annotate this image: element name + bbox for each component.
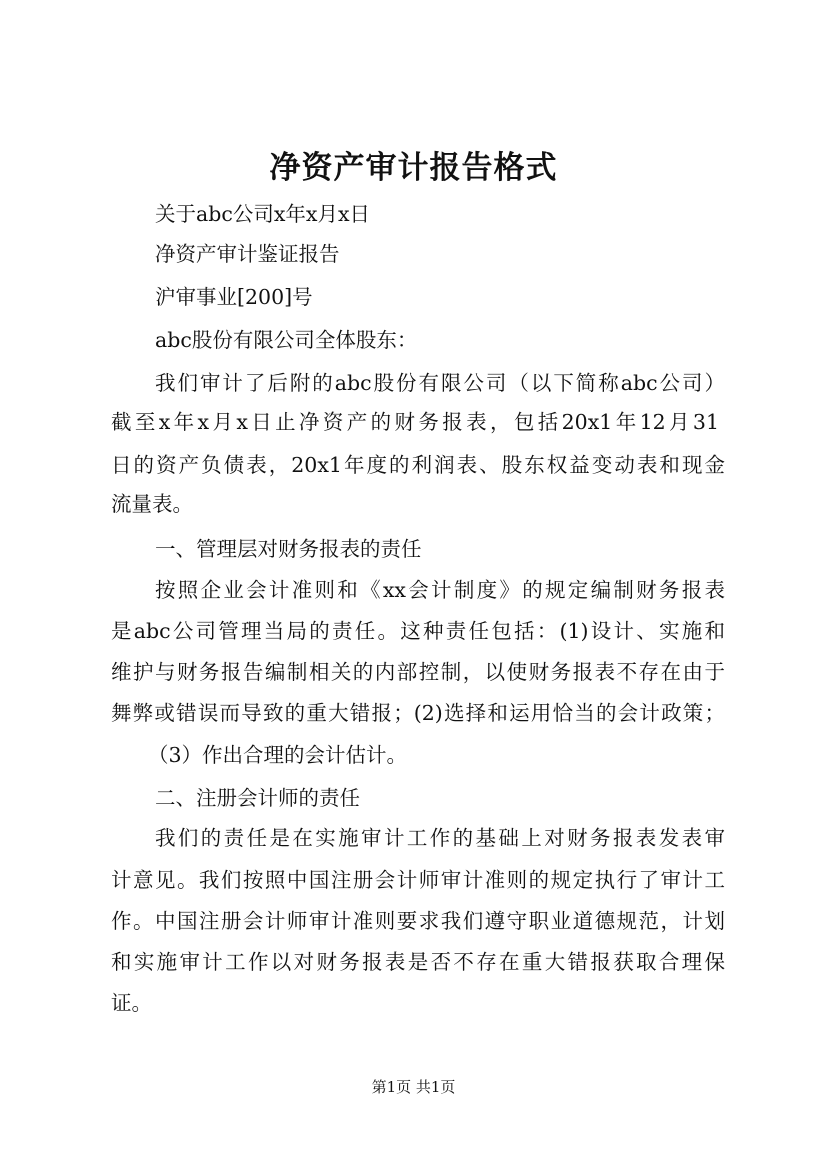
paragraph-2-line-5: （3）作出合理的会计估计。	[148, 743, 408, 767]
paragraph-1-line-1: 我们审计了后附的abc股份有限公司（以下简称abc公司）	[155, 371, 725, 395]
reference-number: 沪审事业[200]号	[155, 285, 313, 309]
paragraph-2-line-1: 按照企业会计准则和《xx会计制度》的规定编制财务报表	[155, 578, 725, 602]
heading-line-2: 净资产审计鉴证报告	[155, 242, 340, 266]
paragraph-3-line-1: 我们的责任是在实施审计工作的基础上对财务报表发表审	[155, 826, 725, 850]
section-heading-1: 一、管理层对财务报表的责任	[155, 537, 422, 561]
paragraph-3-line-4: 和实施审计工作以对财务报表是否不存在重大错报获取合理保	[111, 950, 725, 974]
paragraph-2-line-4: 舞弊或错误而导致的重大错报；(2)选择和运用恰当的会计政策；	[111, 701, 725, 725]
section-heading-2: 二、注册会计师的责任	[155, 786, 360, 810]
heading-line-1: 关于abc公司x年x月x日	[155, 202, 371, 226]
paragraph-2-line-3: 维护与财务报告编制相关的内部控制，以使财务报表不存在由于	[111, 660, 725, 684]
addressee: abc股份有限公司全体股东：	[155, 328, 418, 352]
document-title: 净资产审计报告格式	[269, 150, 558, 186]
paragraph-3-line-3: 作。中国注册会计师审计准则要求我们遵守职业道德规范，计划	[111, 909, 725, 933]
paragraph-2-line-2: 是abc公司管理当局的责任。这种责任包括：(1)设计、实施和	[111, 619, 725, 643]
paragraph-1-line-4: 流量表。	[111, 492, 193, 516]
paragraph-3-line-2: 计意见。我们按照中国注册会计师审计准则的规定执行了审计工	[111, 868, 725, 892]
paragraph-1-line-3: 日的资产负债表，20x1年度的利润表、股东权益变动表和现金	[111, 453, 725, 477]
page-footer: 第1页 共1页	[371, 1078, 456, 1096]
paragraph-1-line-2: 截至x年x月x日止净资产的财务报表，包括20x1年12月31	[111, 410, 719, 434]
paragraph-3-line-5: 证。	[111, 991, 152, 1015]
